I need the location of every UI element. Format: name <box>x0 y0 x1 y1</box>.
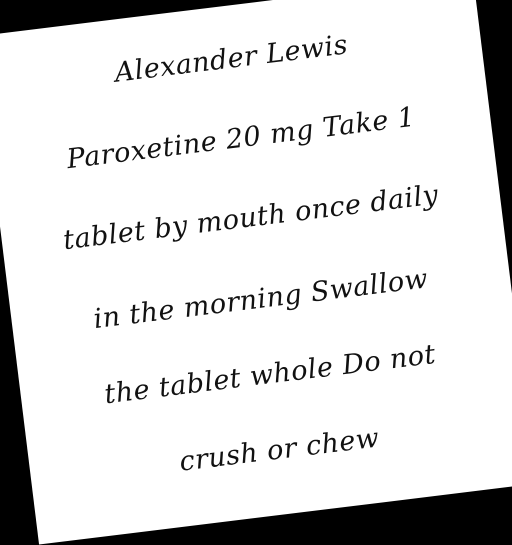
instruction-line-3: in the morning Swallow <box>91 263 430 336</box>
patient-name: Alexander Lewis <box>113 29 350 89</box>
instruction-line-5: crush or chew <box>177 422 382 478</box>
instruction-line-4: the tablet whole Do not <box>102 338 438 411</box>
instruction-line-1: Paroxetine 20 mg Take 1 <box>65 101 418 176</box>
instruction-line-2: tablet by mouth once daily <box>61 179 441 257</box>
